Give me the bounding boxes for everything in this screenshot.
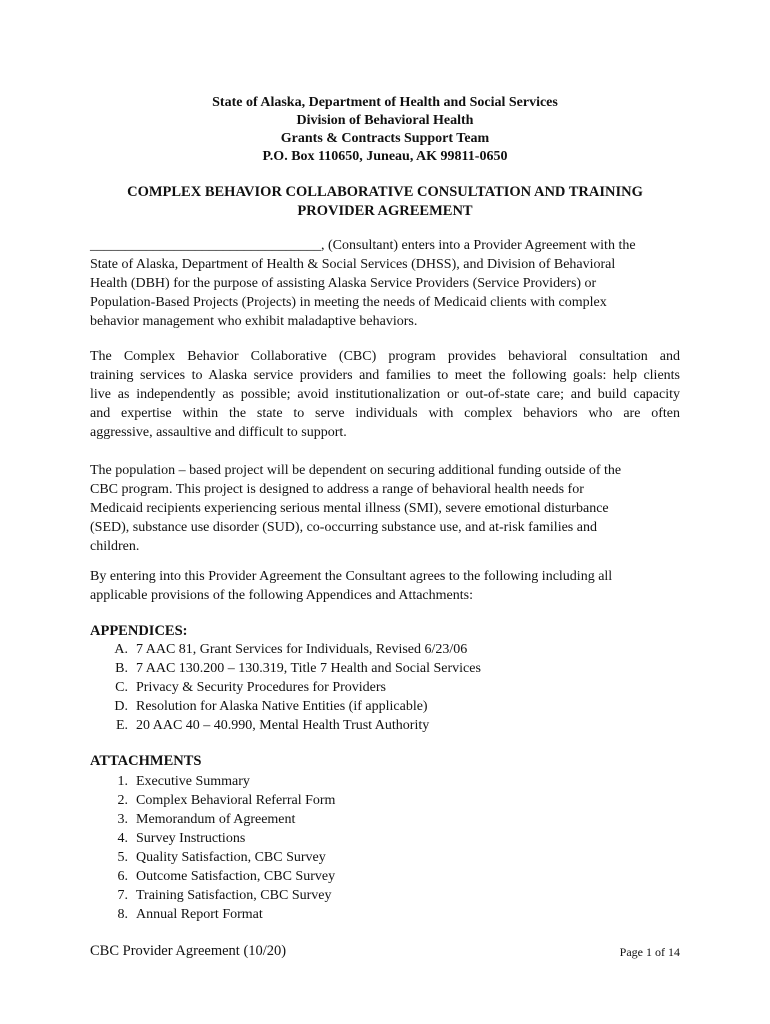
consultant-name-blank: _________________________________	[90, 238, 321, 253]
list-marker: B.	[115, 661, 128, 676]
population-project-paragraph	[90, 461, 680, 556]
letterhead-address: P.O. Box 110650, Juneau, AK 99811-0650	[262, 149, 508, 164]
list-item	[90, 905, 650, 924]
population-line-2: CBC program. This project is designed to address a range of behavioral health needs for	[90, 482, 584, 497]
list-marker: A.	[114, 642, 128, 657]
list-item	[90, 810, 650, 829]
list-marker: 7.	[117, 888, 128, 903]
letterhead-department: State of Alaska, Department of Health and Social Services	[212, 95, 558, 110]
population-line-3: Medicaid recipients experiencing serious mental illness (SMI), severe emotional disturbance	[90, 501, 609, 516]
list-item	[90, 697, 650, 716]
list-item	[90, 848, 650, 867]
list-marker: 1.	[117, 774, 128, 789]
population-line-4: (SED), substance use disorder (SUD), co-occurring substance use, and at-risk families and	[90, 520, 597, 535]
appendices-list	[90, 640, 650, 735]
list-marker: 2.	[117, 793, 128, 808]
appendices-heading: APPENDICES:	[90, 623, 188, 639]
attachments-list	[90, 772, 650, 924]
cbc-line-3: live as independently as possible; avoid institutionalization or out-of-state care; and build capacity	[90, 387, 680, 402]
list-item-text: Memorandum of Agreement	[136, 812, 296, 827]
cbc-program-paragraph	[90, 347, 680, 442]
entering-agreement-paragraph	[90, 567, 680, 605]
letterhead-division: Division of Behavioral Health	[296, 113, 474, 128]
list-marker: E.	[115, 718, 128, 733]
list-item	[90, 886, 650, 905]
list-marker: 6.	[117, 869, 128, 884]
list-item-text: Resolution for Alaska Native Entities (if applicable)	[136, 699, 428, 714]
list-item-text: Privacy & Security Procedures for Providers	[136, 680, 386, 695]
title-line-2: PROVIDER AGREEMENT	[297, 203, 473, 219]
intro-line-1	[90, 236, 680, 255]
list-item	[90, 772, 650, 791]
list-item-text: 7 AAC 81, Grant Services for Individuals, Revised 6/23/06	[136, 642, 468, 657]
list-item	[90, 678, 650, 697]
list-item	[90, 640, 650, 659]
intro-line-2: State of Alaska, Department of Health & Social Services (DHSS), and Division of Behavioral	[90, 257, 616, 272]
cbc-line-4: and expertise within the state to serve individuals with complex behaviors who are often	[90, 406, 680, 421]
list-marker: 3.	[117, 812, 128, 827]
population-line-5: children.	[90, 539, 140, 554]
list-marker: C.	[115, 680, 128, 695]
list-item-text: Survey Instructions	[136, 831, 246, 846]
list-marker: 8.	[117, 907, 128, 922]
list-item-text: Executive Summary	[136, 774, 250, 789]
intro-line-4: Population-Based Projects (Projects) in meeting the needs of Medicaid clients with complex	[90, 295, 607, 310]
list-marker: 4.	[117, 831, 128, 846]
list-item-text: Quality Satisfaction, CBC Survey	[136, 850, 326, 865]
list-item	[90, 791, 650, 810]
entering-line-1: By entering into this Provider Agreement the Consultant agrees to the following including all	[90, 569, 613, 584]
list-item	[90, 829, 650, 848]
letterhead	[0, 94, 770, 166]
document-title	[90, 183, 680, 221]
intro-line-3: Health (DBH) for the purpose of assisting Alaska Service Providers (Service Providers) or	[90, 276, 597, 291]
cbc-line-1: The Complex Behavior Collaborative (CBC) program provides behavioral consultation and	[90, 349, 680, 364]
intro-line-5: behavior management who exhibit maladaptive behaviors.	[90, 314, 418, 329]
cbc-line-5: aggressive, assaultive and difficult to support.	[90, 425, 347, 440]
list-marker: 5.	[117, 850, 128, 865]
list-item-text: Complex Behavioral Referral Form	[136, 793, 336, 808]
list-item-text: 7 AAC 130.200 – 130.319, Title 7 Health and Social Services	[136, 661, 481, 676]
letterhead-team: Grants & Contracts Support Team	[280, 131, 490, 146]
population-line-1: The population – based project will be dependent on securing additional funding outside of the	[90, 463, 622, 478]
title-line-1: COMPLEX BEHAVIOR COLLABORATIVE CONSULTATION AND TRAINING	[127, 184, 643, 200]
list-item-text: Annual Report Format	[136, 907, 263, 922]
list-item-text: 20 AAC 40 – 40.990, Mental Health Trust Authority	[136, 718, 430, 733]
intro-paragraph	[90, 236, 680, 331]
list-item	[90, 867, 650, 886]
list-item	[90, 659, 650, 678]
attachments-heading: ATTACHMENTS	[90, 753, 202, 769]
entering-line-2: applicable provisions of the following Appendices and Attachments:	[90, 588, 473, 603]
list-marker: D.	[114, 699, 128, 714]
cbc-line-2: training services to Alaska service providers and families to meet the following goals: help clients	[90, 368, 680, 383]
list-item-text: Outcome Satisfaction, CBC Survey	[136, 869, 336, 884]
footer-document-id: CBC Provider Agreement (10/20)	[90, 943, 287, 959]
list-item-text: Training Satisfaction, CBC Survey	[136, 888, 332, 903]
footer-page-number: Page 1 of 14	[619, 945, 680, 959]
intro-line-1-text: , (Consultant) enters into a Provider Agreement with the	[321, 238, 636, 253]
list-item	[90, 716, 650, 735]
